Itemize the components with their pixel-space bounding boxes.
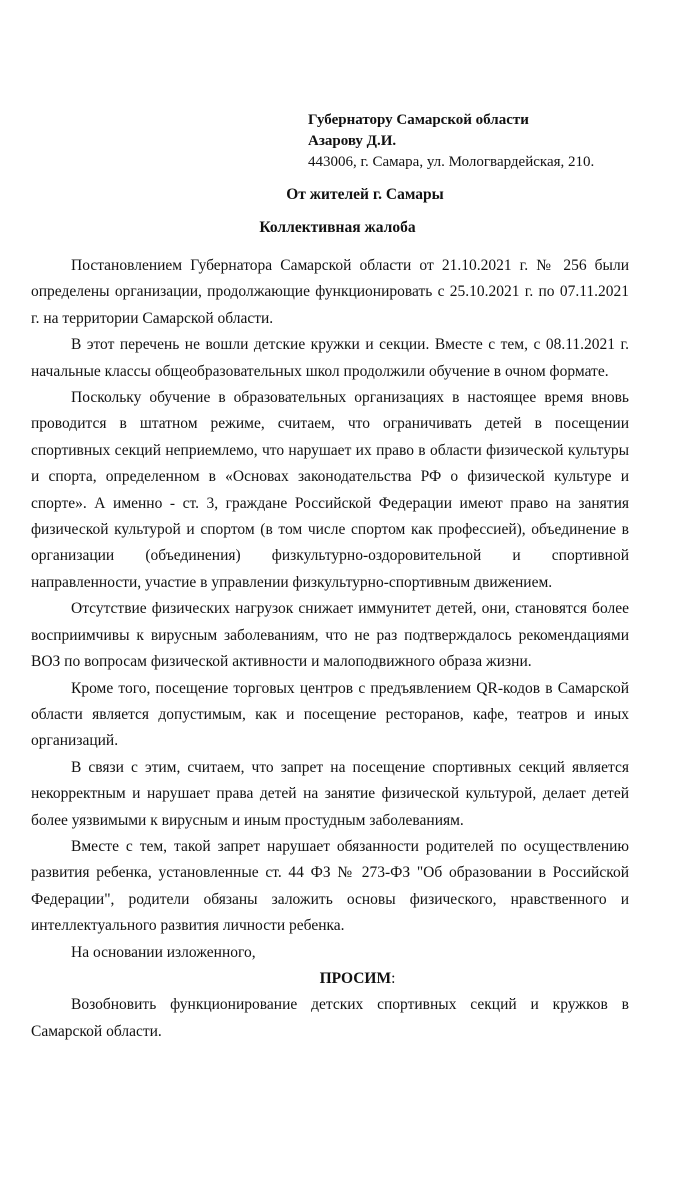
paragraph: Поскольку обучение в образовательных организациях в настоящее время вновь проводится в штатном режиме, считаем, что ограничивать детей в посещении спортивных секций неприемлемо, что нарушает их право в области физической культуры и спорта, определенном в «Основах законодательства РФ о физической культуре и спорте». А именно - ст. 3, граждане Российской Федерации имеют право на занятия физической культурой и спортом (в том числе спортом как профессией), объединение в организации (объединения) физкультурно-оздоровительной и спортивной направленности, участие в управлении физкультурно-спортивным движением. bbox=[31, 389, 629, 591]
document-body bbox=[31, 253, 629, 1045]
addressee-address: 443006, г. Самара, ул. Мологвардейская, 210. bbox=[308, 154, 595, 170]
sender-line: От жителей г. Самары bbox=[286, 186, 444, 203]
request-heading-text: ПРОСИМ bbox=[319, 969, 392, 987]
paragraph: Постановлением Губернатора Самарской области от 21.10.2021 г. № 256 были определены организации, продолжающие функционировать с 25.10.2021 г. по 07.11.2021 г. на территории Самарской области. bbox=[31, 257, 629, 327]
paragraph: В связи с этим, считаем, что запрет на посещение спортивных секций является некорректным и нарушает права детей на занятие физической культурой, делает детей более уязвимыми к вирусным и иным простудным заболеваниям. bbox=[31, 758, 629, 829]
addressee-name: Азарову Д.И. bbox=[308, 133, 397, 149]
paragraph: Вместе с тем, такой запрет нарушает обязанности родителей по осуществлению развития ребенка, установленные ст. 44 ФЗ № 273-ФЗ "Об образовании в Российской Федерации", родители обязаны заложить основы физического, нравственного и интеллектуального развития личности ребенка. bbox=[31, 837, 629, 935]
paragraph: На основании изложенного, bbox=[71, 943, 256, 961]
addressee-title: Губернатору Самарской области bbox=[308, 112, 529, 128]
request-text: Возобновить функционирование детских спортивных секций и кружков в Самарской области. bbox=[31, 996, 629, 1040]
paragraph: Отсутствие физических нагрузок снижает иммунитет детей, они, становятся более восприимчивы к вирусным заболеваниям, что не раз подтверждалось рекомендациями ВОЗ по вопросам физической активности и малоподвижного образа жизни. bbox=[31, 600, 629, 671]
addressee-block bbox=[308, 110, 594, 173]
paragraph: Кроме того, посещение торговых центров с предъявлением QR-кодов в Самарской области является допустимым, как и посещение ресторанов, кафе, театров и иных организаций. bbox=[31, 679, 629, 750]
paragraph: В этот перечень не вошли детские кружки и секции. Вместе с тем, с 08.11.2021 г. начальные классы общеобразовательных школ продолжили обучение в очном формате. bbox=[31, 336, 629, 380]
request-heading bbox=[31, 966, 629, 992]
document-title: Коллективная жалоба bbox=[259, 219, 416, 236]
request-heading-colon: : bbox=[391, 969, 396, 987]
